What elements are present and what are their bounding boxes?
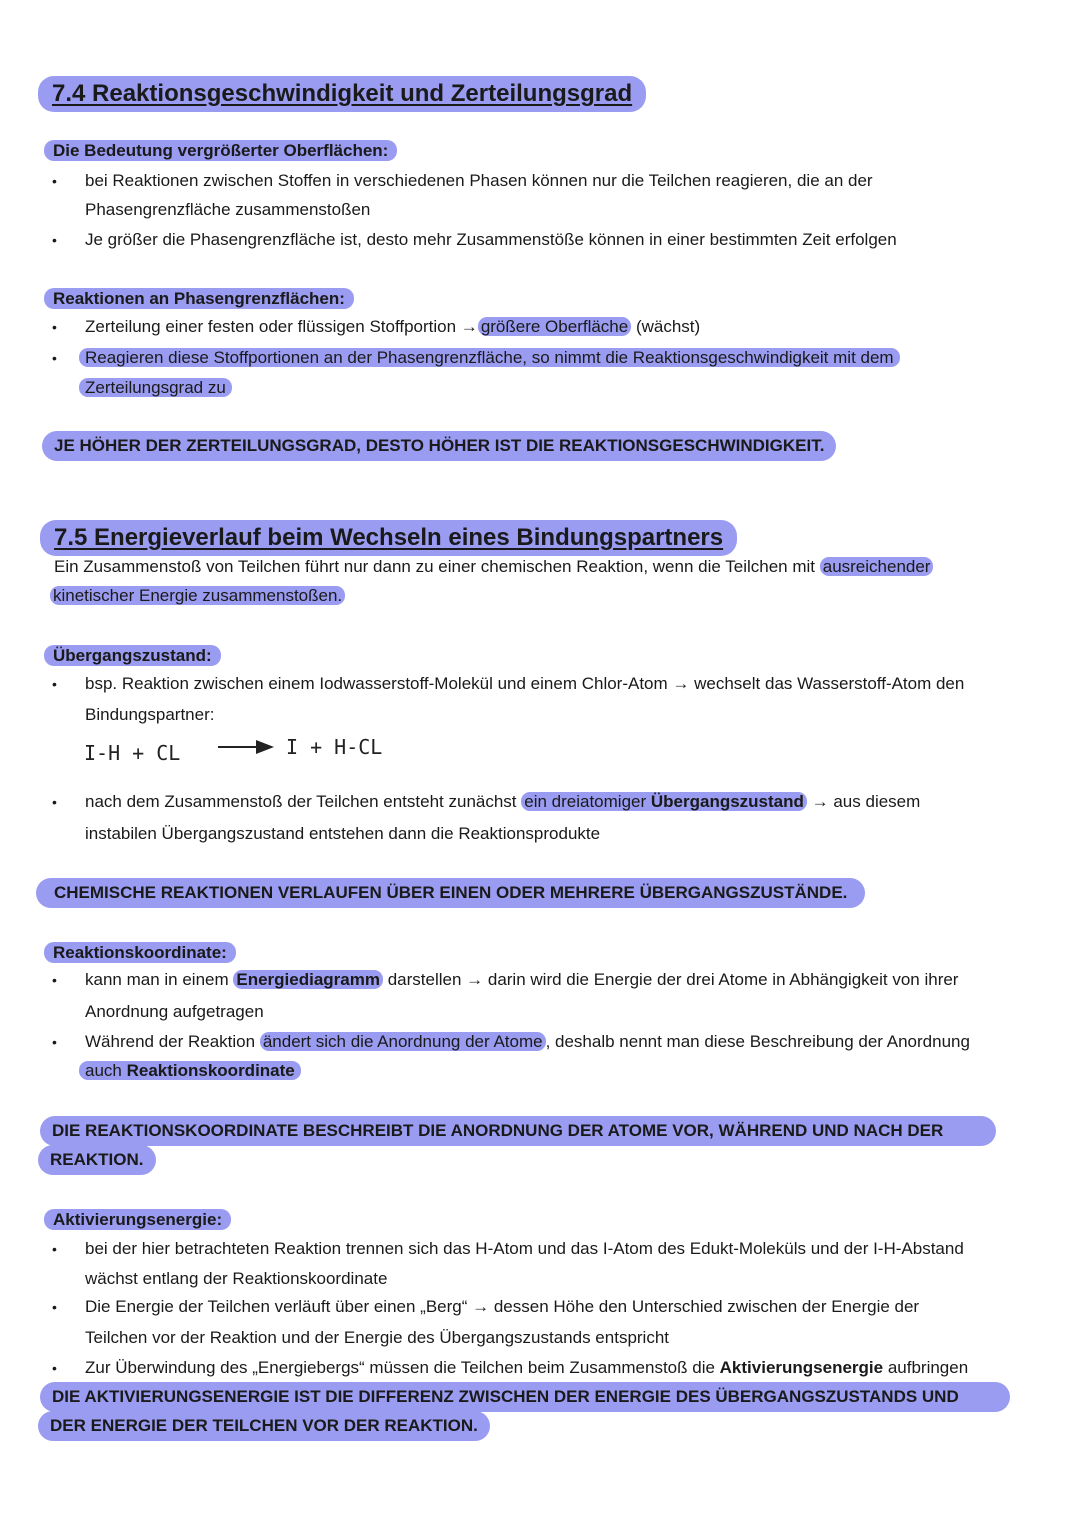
text-run: Während der Reaktion: [85, 1032, 260, 1051]
handwritten-equation-left: I-H + CL: [84, 741, 181, 765]
highlight: [521, 792, 807, 811]
text-line: bsp. Reaktion zwischen einem Iodwasserstoff-Molekül und einem Chlor-Atom → wechselt das Wasserstoff-Atom den: [85, 674, 965, 693]
highlight: Zerteilungsgrad zu: [79, 378, 232, 397]
highlight: ausreichender: [820, 557, 934, 576]
text-run: auch: [85, 1061, 127, 1080]
highlight: ändert sich die Anordnung der Atome: [260, 1032, 546, 1051]
key-statement-banner-line2: DER ENERGIE DER TEILCHEN VOR DER REAKTION.: [38, 1411, 490, 1441]
subheading-aktivierungsenergie: Aktivierungsenergie:: [44, 1209, 231, 1230]
text-run: darstellen → darin wird die Energie der drei Atome in Abhängigkeit von ihrer: [382, 970, 959, 989]
subheading-reaktionskoordinate: Reaktionskoordinate:: [44, 942, 236, 963]
text-line: wächst entlang der Reaktionskoordinate: [85, 1269, 388, 1288]
text-line: [54, 556, 933, 578]
text-run: → aus diesem: [806, 792, 921, 811]
text-line: Die Energie der Teilchen verläuft über einen „Berg“ → dessen Höhe den Unterschied zwischen der Energie der: [85, 1297, 920, 1316]
section-7-4-title: 7.4 Reaktionsgeschwindigkeit und Zerteilungsgrad: [38, 76, 646, 112]
text-line: instabilen Übergangszustand entstehen dann die Reaktionsprodukte: [85, 824, 601, 843]
text-line: Bindungspartner:: [85, 705, 215, 724]
highlight: kinetischer Energie zusammenstoßen.: [50, 586, 345, 605]
text-line: bei Reaktionen zwischen Stoffen in verschiedenen Phasen können nur die Teilchen reagieren, die an der: [85, 171, 873, 190]
text-line: [85, 1031, 970, 1053]
bold-term: Aktivierungsenergie: [719, 1358, 884, 1377]
key-statement-banner: CHEMISCHE REAKTIONEN VERLAUFEN ÜBER EINEN ODER MEHRERE ÜBERGANGSZUSTÄNDE.: [36, 878, 865, 908]
text-line: Phasengrenzfläche zusammenstoßen: [85, 200, 371, 219]
highlight: Reagieren diese Stoffportionen an der Phasengrenzfläche, so nimmt die Reaktionsgeschwindigkeit mit dem: [79, 348, 900, 367]
highlight: Energiediagramm: [233, 970, 383, 989]
key-statement-banner-line1: DIE AKTIVIERUNGSENERGIE IST DIE DIFFERENZ ZWISCHEN DER ENERGIE DES ÜBERGANGSZUSTANDS UND: [40, 1382, 1010, 1412]
text-line: [85, 969, 958, 991]
bullet-dot: •: [52, 794, 57, 810]
text-run: aufbringen: [883, 1358, 969, 1377]
text-line: [50, 585, 345, 607]
bullet-dot: •: [52, 319, 57, 335]
bullet-dot: •: [52, 1241, 57, 1257]
text-run: Zur Überwindung des „Energiebergs“ müssen die Teilchen beim Zusammenstoß die: [85, 1358, 720, 1377]
bullet-dot: •: [52, 173, 57, 189]
key-statement-banner-line1: DIE REAKTIONSKOORDINATE BESCHREIBT DIE ANORDNUNG DER ATOME VOR, WÄHREND UND NACH DER: [40, 1116, 996, 1146]
subheading-oberflaechen: Die Bedeutung vergrößerter Oberflächen:: [44, 140, 397, 161]
text-run: nach dem Zusammenstoß der Teilchen entsteht zunächst: [85, 792, 522, 811]
text-run: kann man in einem: [85, 970, 234, 989]
text-line: bei der hier betrachteten Reaktion trennen sich das H-Atom und das I-Atom des Edukt-Moleküls und der I-H-Abstand: [85, 1239, 964, 1258]
subheading-phasengrenzflaechen: Reaktionen an Phasengrenzflächen:: [44, 288, 354, 309]
bullet-dot: •: [52, 1299, 57, 1315]
reaction-arrow-icon: [216, 737, 276, 757]
bold-term: Reaktionskoordinate: [126, 1061, 295, 1080]
subheading-uebergangszustand: Übergangszustand:: [44, 645, 221, 666]
handwritten-equation-right: I + H-CL: [286, 735, 383, 759]
bullet-dot: •: [52, 232, 57, 248]
section-7-5-title: 7.5 Energieverlauf beim Wechseln eines Bindungspartners: [40, 520, 737, 556]
text-line: [79, 347, 900, 369]
text-line: Je größer die Phasengrenzfläche ist, desto mehr Zusammenstöße können in einer bestimmten Zeit erfolgen: [85, 230, 897, 249]
bullet-dot: •: [52, 1360, 57, 1376]
text-run: (wächst): [631, 317, 701, 336]
highlight: größere Oberfläche: [478, 317, 631, 336]
text-line: [85, 1357, 968, 1379]
text-line: [79, 377, 232, 399]
text-line: Anordnung aufgetragen: [85, 1002, 264, 1021]
text-run: Zerteilung einer festen oder flüssigen Stoffportion →: [85, 317, 478, 336]
key-statement-banner: JE HÖHER DER ZERTEILUNGSGRAD, DESTO HÖHER IST DIE REAKTIONSGESCHWINDIGKEIT.: [42, 431, 836, 461]
text-line: [85, 316, 700, 338]
key-statement-banner-line2: REAKTION.: [38, 1145, 156, 1175]
bullet-dot: •: [52, 972, 57, 988]
highlight: [79, 1061, 301, 1080]
text-line: [85, 791, 920, 813]
bullet-dot: •: [52, 676, 57, 692]
bullet-dot: •: [52, 1034, 57, 1050]
text-run: ein dreiatomiger: [524, 792, 651, 811]
text-line: [79, 1060, 301, 1082]
text-run: , deshalb nennt man diese Beschreibung der Anordnung: [545, 1032, 970, 1051]
bullet-dot: •: [52, 350, 57, 366]
text-line: Teilchen vor der Reaktion und der Energie des Übergangszustands entspricht: [85, 1328, 670, 1347]
text-run: Ein Zusammenstoß von Teilchen führt nur dann zu einer chemischen Reaktion, wenn die Teilchen mit: [54, 557, 820, 576]
bold-term: Übergangszustand: [650, 792, 804, 811]
